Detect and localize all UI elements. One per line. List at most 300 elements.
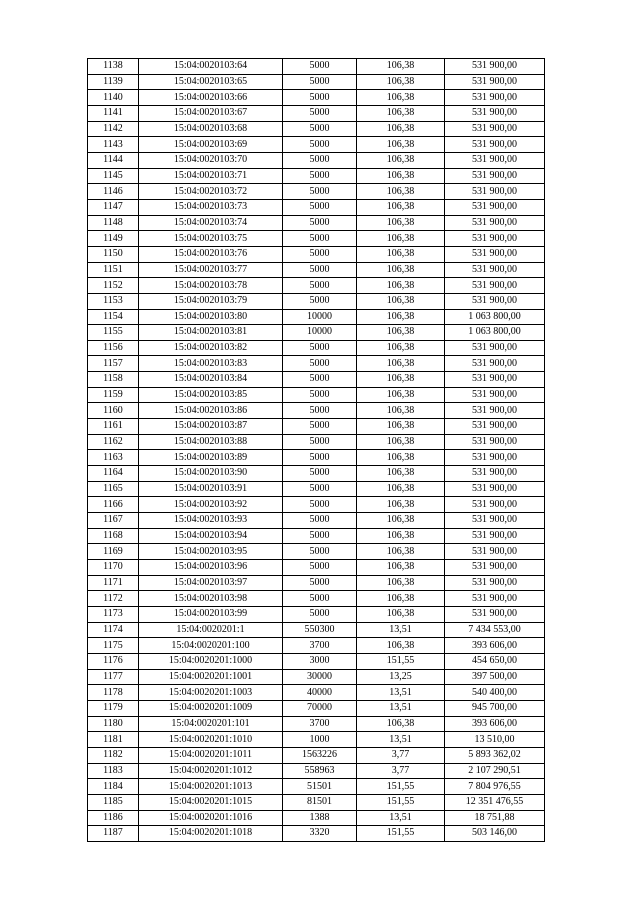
unit-value-cell: 106,38 [357,231,445,247]
area-cell: 5000 [283,513,357,529]
cadastral-number-cell: 15:04:0020103:73 [139,199,283,215]
table-row [88,513,545,529]
table-row [88,325,545,341]
row-number-cell: 1176 [88,653,139,669]
unit-value-cell: 106,38 [357,591,445,607]
unit-value-cell: 106,38 [357,387,445,403]
area-cell: 5000 [283,231,357,247]
row-number-cell: 1182 [88,747,139,763]
cadastral-value-cell: 397 500,00 [445,669,545,685]
area-cell: 10000 [283,325,357,341]
area-cell: 5000 [283,356,357,372]
area-cell: 5000 [283,340,357,356]
cadastral-value-cell: 18 751,88 [445,810,545,826]
row-number-cell: 1172 [88,591,139,607]
unit-value-cell: 106,38 [357,340,445,356]
row-number-cell: 1138 [88,59,139,75]
table-row [88,544,545,560]
cadastral-value-cell: 531 900,00 [445,168,545,184]
cadastral-value-cell: 531 900,00 [445,434,545,450]
table-row [88,340,545,356]
cadastral-value-cell: 531 900,00 [445,199,545,215]
row-number-cell: 1152 [88,278,139,294]
table-row [88,560,545,576]
cadastral-number-cell: 15:04:0020201:1009 [139,700,283,716]
cadastral-number-cell: 15:04:0020103:67 [139,105,283,121]
area-cell: 70000 [283,700,357,716]
cadastral-number-cell: 15:04:0020103:88 [139,434,283,450]
area-cell: 550300 [283,622,357,638]
cadastral-value-cell: 1 063 800,00 [445,325,545,341]
row-number-cell: 1187 [88,826,139,842]
unit-value-cell: 106,38 [357,403,445,419]
cadastral-value-cell: 454 650,00 [445,653,545,669]
unit-value-cell: 106,38 [357,497,445,513]
cadastral-value-cell: 531 900,00 [445,528,545,544]
cadastral-number-cell: 15:04:0020103:91 [139,481,283,497]
unit-value-cell: 106,38 [357,481,445,497]
cadastral-number-cell: 15:04:0020103:84 [139,372,283,388]
table-row [88,278,545,294]
unit-value-cell: 3,77 [357,747,445,763]
cadastral-number-cell: 15:04:0020201:1018 [139,826,283,842]
unit-value-cell: 106,38 [357,544,445,560]
cadastral-number-cell: 15:04:0020201:1013 [139,779,283,795]
unit-value-cell: 106,38 [357,466,445,482]
table-row [88,747,545,763]
row-number-cell: 1170 [88,560,139,576]
cadastral-value-cell: 531 900,00 [445,481,545,497]
cadastral-number-cell: 15:04:0020201:101 [139,716,283,732]
row-number-cell: 1155 [88,325,139,341]
area-cell: 1388 [283,810,357,826]
area-cell: 5000 [283,575,357,591]
area-cell: 5000 [283,152,357,168]
cadastral-number-cell: 15:04:0020103:95 [139,544,283,560]
cadastral-number-cell: 15:04:0020201:1012 [139,763,283,779]
cadastral-number-cell: 15:04:0020103:83 [139,356,283,372]
cadastral-value-cell: 531 900,00 [445,544,545,560]
unit-value-cell: 106,38 [357,638,445,654]
table-row [88,528,545,544]
row-number-cell: 1149 [88,231,139,247]
row-number-cell: 1167 [88,513,139,529]
row-number-cell: 1181 [88,732,139,748]
table-row [88,497,545,513]
table-row [88,309,545,325]
cadastral-value-cell: 2 107 290,51 [445,763,545,779]
cadastral-number-cell: 15:04:0020103:80 [139,309,283,325]
cadastral-number-cell: 15:04:0020103:92 [139,497,283,513]
unit-value-cell: 106,38 [357,215,445,231]
row-number-cell: 1144 [88,152,139,168]
cadastral-number-cell: 15:04:0020103:64 [139,59,283,75]
area-cell: 3320 [283,826,357,842]
cadastral-number-cell: 15:04:0020103:97 [139,575,283,591]
unit-value-cell: 106,38 [357,450,445,466]
table-row [88,700,545,716]
row-number-cell: 1158 [88,372,139,388]
area-cell: 1000 [283,732,357,748]
cadastral-value-cell: 540 400,00 [445,685,545,701]
cadastral-number-cell: 15:04:0020201:100 [139,638,283,654]
cadastral-number-cell: 15:04:0020103:66 [139,90,283,106]
unit-value-cell: 106,38 [357,372,445,388]
cadastral-number-cell: 15:04:0020201:1015 [139,794,283,810]
cadastral-value-cell: 531 900,00 [445,497,545,513]
cadastral-number-cell: 15:04:0020103:90 [139,466,283,482]
cadastral-value-cell: 531 900,00 [445,262,545,278]
cadastral-number-cell: 15:04:0020103:68 [139,121,283,137]
unit-value-cell: 106,38 [357,59,445,75]
unit-value-cell: 106,38 [357,90,445,106]
table-row [88,716,545,732]
table-row [88,622,545,638]
table-row [88,356,545,372]
unit-value-cell: 106,38 [357,419,445,435]
cadastral-value-cell: 531 900,00 [445,215,545,231]
row-number-cell: 1160 [88,403,139,419]
cadastral-number-cell: 15:04:0020103:65 [139,74,283,90]
row-number-cell: 1186 [88,810,139,826]
cadastral-number-cell: 15:04:0020103:93 [139,513,283,529]
area-cell: 5000 [283,544,357,560]
cadastral-number-cell: 15:04:0020201:1003 [139,685,283,701]
table-row [88,810,545,826]
table-row [88,638,545,654]
cadastral-number-cell: 15:04:0020103:82 [139,340,283,356]
row-number-cell: 1143 [88,137,139,153]
table-row [88,653,545,669]
cadastral-value-cell: 503 146,00 [445,826,545,842]
table-row [88,403,545,419]
unit-value-cell: 13,51 [357,622,445,638]
row-number-cell: 1163 [88,450,139,466]
cadastral-number-cell: 15:04:0020201:1016 [139,810,283,826]
row-number-cell: 1157 [88,356,139,372]
table-row [88,152,545,168]
unit-value-cell: 151,55 [357,653,445,669]
cadastral-value-cell: 531 900,00 [445,74,545,90]
table-row [88,59,545,75]
area-cell: 3000 [283,653,357,669]
row-number-cell: 1147 [88,199,139,215]
area-cell: 5000 [283,278,357,294]
cadastral-number-cell: 15:04:0020103:81 [139,325,283,341]
row-number-cell: 1161 [88,419,139,435]
area-cell: 5000 [283,184,357,200]
unit-value-cell: 106,38 [357,184,445,200]
table-row [88,184,545,200]
cadastral-value-cell: 531 900,00 [445,340,545,356]
row-number-cell: 1166 [88,497,139,513]
cadastral-number-cell: 15:04:0020201:1000 [139,653,283,669]
unit-value-cell: 106,38 [357,309,445,325]
unit-value-cell: 13,51 [357,732,445,748]
table-row [88,262,545,278]
table-body [88,59,545,842]
unit-value-cell: 151,55 [357,794,445,810]
area-cell: 5000 [283,105,357,121]
unit-value-cell: 106,38 [357,246,445,262]
area-cell: 5000 [283,387,357,403]
cadastral-value-cell: 531 900,00 [445,184,545,200]
table-row [88,74,545,90]
cadastral-value-cell: 531 900,00 [445,90,545,106]
cadastral-value-cell: 531 900,00 [445,137,545,153]
table-row [88,606,545,622]
row-number-cell: 1165 [88,481,139,497]
unit-value-cell: 13,51 [357,700,445,716]
row-number-cell: 1146 [88,184,139,200]
table-row [88,685,545,701]
area-cell: 5000 [283,466,357,482]
area-cell: 3700 [283,716,357,732]
row-number-cell: 1162 [88,434,139,450]
cadastral-number-cell: 15:04:0020103:69 [139,137,283,153]
area-cell: 3700 [283,638,357,654]
cadastral-value-cell: 531 900,00 [445,121,545,137]
area-cell: 5000 [283,450,357,466]
cadastral-value-cell: 531 900,00 [445,387,545,403]
cadastral-number-cell: 15:04:0020103:75 [139,231,283,247]
row-number-cell: 1151 [88,262,139,278]
table-row [88,763,545,779]
table-row [88,826,545,842]
unit-value-cell: 3,77 [357,763,445,779]
area-cell: 5000 [283,293,357,309]
unit-value-cell: 106,38 [357,716,445,732]
area-cell: 558963 [283,763,357,779]
cadastral-value-cell: 13 510,00 [445,732,545,748]
table-row [88,293,545,309]
unit-value-cell: 106,38 [357,356,445,372]
area-cell: 5000 [283,59,357,75]
unit-value-cell: 151,55 [357,779,445,795]
table-row [88,466,545,482]
unit-value-cell: 106,38 [357,575,445,591]
area-cell: 5000 [283,434,357,450]
unit-value-cell: 106,38 [357,137,445,153]
unit-value-cell: 106,38 [357,105,445,121]
cadastral-value-cell: 393 606,00 [445,716,545,732]
area-cell: 81501 [283,794,357,810]
table-row [88,481,545,497]
area-cell: 51501 [283,779,357,795]
cadastral-number-cell: 15:04:0020201:1001 [139,669,283,685]
area-cell: 5000 [283,168,357,184]
table-row [88,591,545,607]
unit-value-cell: 106,38 [357,199,445,215]
unit-value-cell: 106,38 [357,325,445,341]
unit-value-cell: 106,38 [357,121,445,137]
cadastral-number-cell: 15:04:0020103:70 [139,152,283,168]
cadastral-number-cell: 15:04:0020103:76 [139,246,283,262]
unit-value-cell: 106,38 [357,528,445,544]
area-cell: 30000 [283,669,357,685]
row-number-cell: 1180 [88,716,139,732]
area-cell: 5000 [283,215,357,231]
table-row [88,199,545,215]
cadastral-value-cell: 531 900,00 [445,403,545,419]
cadastral-value-cell: 531 900,00 [445,466,545,482]
row-number-cell: 1140 [88,90,139,106]
cadastral-value-cell: 531 900,00 [445,606,545,622]
row-number-cell: 1177 [88,669,139,685]
row-number-cell: 1178 [88,685,139,701]
table-row [88,105,545,121]
unit-value-cell: 106,38 [357,293,445,309]
table-row [88,779,545,795]
row-number-cell: 1150 [88,246,139,262]
cadastral-value-cell: 531 900,00 [445,575,545,591]
table-row [88,246,545,262]
cadastral-number-cell: 15:04:0020103:98 [139,591,283,607]
row-number-cell: 1173 [88,606,139,622]
cadastral-value-cell: 531 900,00 [445,105,545,121]
cadastral-number-cell: 15:04:0020103:71 [139,168,283,184]
table-row [88,575,545,591]
row-number-cell: 1169 [88,544,139,560]
cadastral-value-cell: 531 900,00 [445,450,545,466]
area-cell: 10000 [283,309,357,325]
unit-value-cell: 106,38 [357,168,445,184]
cadastral-value-cell: 531 900,00 [445,293,545,309]
row-number-cell: 1156 [88,340,139,356]
cadastral-value-cell: 531 900,00 [445,372,545,388]
cadastral-number-cell: 15:04:0020103:96 [139,560,283,576]
row-number-cell: 1168 [88,528,139,544]
area-cell: 5000 [283,591,357,607]
row-number-cell: 1145 [88,168,139,184]
cadastral-number-cell: 15:04:0020103:78 [139,278,283,294]
row-number-cell: 1174 [88,622,139,638]
table-row [88,168,545,184]
unit-value-cell: 106,38 [357,560,445,576]
area-cell: 5000 [283,481,357,497]
unit-value-cell: 13,51 [357,810,445,826]
cadastral-value-cell: 12 351 476,55 [445,794,545,810]
cadastral-value-cell: 531 900,00 [445,356,545,372]
cadastral-value-cell: 531 900,00 [445,278,545,294]
area-cell: 40000 [283,685,357,701]
cadastral-value-cell: 531 900,00 [445,591,545,607]
unit-value-cell: 106,38 [357,606,445,622]
unit-value-cell: 106,38 [357,513,445,529]
cadastral-value-cell: 945 700,00 [445,700,545,716]
cadastral-number-cell: 15:04:0020103:89 [139,450,283,466]
area-cell: 5000 [283,497,357,513]
row-number-cell: 1148 [88,215,139,231]
table-row [88,137,545,153]
cadastral-number-cell: 15:04:0020103:85 [139,387,283,403]
cadastral-number-cell: 15:04:0020103:74 [139,215,283,231]
cadastral-number-cell: 15:04:0020201:1011 [139,747,283,763]
table-row [88,215,545,231]
table-row [88,669,545,685]
cadastral-number-cell: 15:04:0020103:72 [139,184,283,200]
cadastral-number-cell: 15:04:0020103:87 [139,419,283,435]
row-number-cell: 1159 [88,387,139,403]
area-cell: 5000 [283,403,357,419]
table-row [88,419,545,435]
table-row [88,450,545,466]
cadastral-value-cell: 7 804 976,55 [445,779,545,795]
unit-value-cell: 106,38 [357,152,445,168]
area-cell: 5000 [283,262,357,278]
unit-value-cell: 13,51 [357,685,445,701]
area-cell: 5000 [283,199,357,215]
row-number-cell: 1175 [88,638,139,654]
cadastral-value-cell: 531 900,00 [445,152,545,168]
cadastral-number-cell: 15:04:0020201:1 [139,622,283,638]
row-number-cell: 1171 [88,575,139,591]
cadastral-number-cell: 15:04:0020103:77 [139,262,283,278]
table-row [88,434,545,450]
area-cell: 5000 [283,372,357,388]
cadastral-number-cell: 15:04:0020103:79 [139,293,283,309]
area-cell: 5000 [283,528,357,544]
row-number-cell: 1141 [88,105,139,121]
cadastral-value-cell: 5 893 362,02 [445,747,545,763]
table-row [88,732,545,748]
table-row [88,387,545,403]
table-row [88,90,545,106]
area-cell: 1563226 [283,747,357,763]
unit-value-cell: 106,38 [357,262,445,278]
unit-value-cell: 106,38 [357,278,445,294]
area-cell: 5000 [283,121,357,137]
cadastral-value-cell: 531 900,00 [445,513,545,529]
area-cell: 5000 [283,560,357,576]
cadastral-value-cell: 531 900,00 [445,419,545,435]
unit-value-cell: 13,25 [357,669,445,685]
area-cell: 5000 [283,137,357,153]
cadastral-value-cell: 531 900,00 [445,59,545,75]
cadastral-value-cell: 531 900,00 [445,246,545,262]
table-row [88,372,545,388]
cadastral-value-cell: 531 900,00 [445,560,545,576]
unit-value-cell: 106,38 [357,74,445,90]
cadastral-number-cell: 15:04:0020103:94 [139,528,283,544]
area-cell: 5000 [283,246,357,262]
row-number-cell: 1183 [88,763,139,779]
cadastral-value-cell: 531 900,00 [445,231,545,247]
area-cell: 5000 [283,74,357,90]
area-cell: 5000 [283,419,357,435]
row-number-cell: 1153 [88,293,139,309]
table-row [88,231,545,247]
row-number-cell: 1139 [88,74,139,90]
row-number-cell: 1184 [88,779,139,795]
area-cell: 5000 [283,606,357,622]
table-row [88,121,545,137]
cadastral-value-table [87,58,545,842]
row-number-cell: 1179 [88,700,139,716]
cadastral-number-cell: 15:04:0020201:1010 [139,732,283,748]
table-row [88,794,545,810]
row-number-cell: 1164 [88,466,139,482]
row-number-cell: 1185 [88,794,139,810]
unit-value-cell: 106,38 [357,434,445,450]
area-cell: 5000 [283,90,357,106]
row-number-cell: 1142 [88,121,139,137]
cadastral-number-cell: 15:04:0020103:99 [139,606,283,622]
cadastral-value-cell: 7 434 553,00 [445,622,545,638]
row-number-cell: 1154 [88,309,139,325]
unit-value-cell: 151,55 [357,826,445,842]
cadastral-value-cell: 393 606,00 [445,638,545,654]
